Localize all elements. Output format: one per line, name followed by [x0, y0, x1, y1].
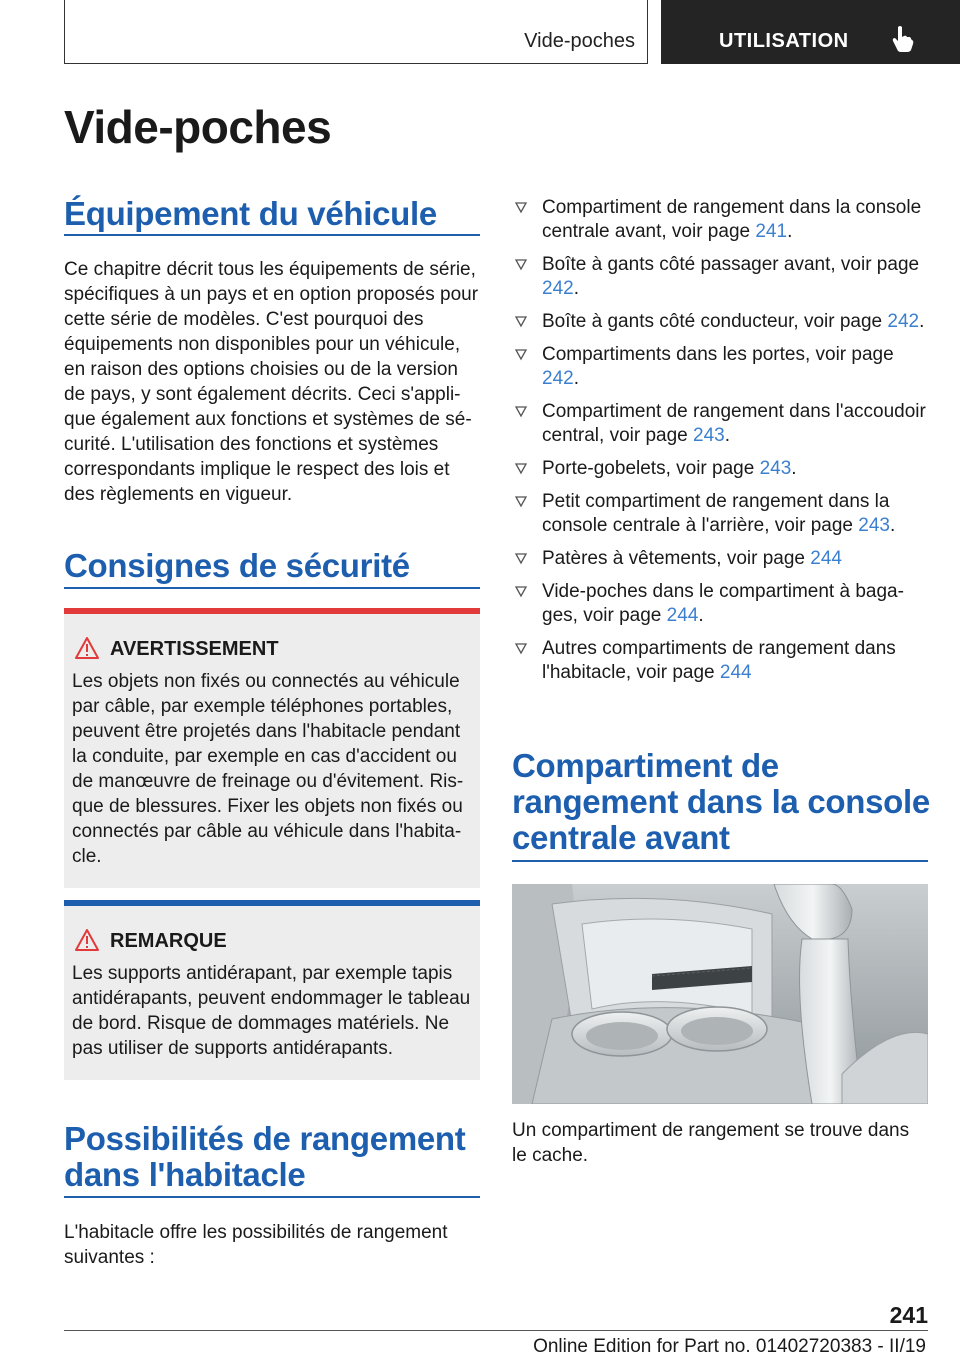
bullet-triangle-icon — [514, 314, 528, 328]
list-item: Autres compartiments de rangement dans l'habitacle, voir page 244 — [512, 637, 932, 685]
console-storage-illustration — [512, 884, 928, 1104]
header-section-title: Vide-poches — [524, 30, 635, 52]
warning-triangle-icon — [74, 928, 100, 952]
chapter-tab-label: UTILISATION — [719, 30, 849, 52]
bullet-triangle-icon — [514, 257, 528, 271]
list-item: Boîte à gants côté passager avant, voir page 242. — [512, 253, 932, 301]
page-link[interactable]: 244 — [810, 548, 842, 569]
safety-heading: Consignes de sécurité — [64, 547, 410, 584]
footer-edition-text: Online Edition for Part no. 01402720383 - II/19 — [533, 1336, 926, 1357]
list-item: Compartiments dans les portes, voir page 242. — [512, 343, 932, 391]
storage-paragraph: L'habitacle offre les possibilités de rangement suivantes : — [64, 1222, 448, 1268]
remark-text: Les supports antidérapant, par exemple tapis antidérapants, peuvent endommager le tableau de bord. Risque de dommages matériels. Ne pas utiliser de supports antidérapants. — [72, 963, 471, 1059]
center-console-image — [512, 884, 928, 1104]
warning-text: Les objets non fixés ou connectés au véhicule par câble, par exemple téléphones portables, peuvent être projetés dans l'habitacle pendant la conduite, par exemple en cas d'accident ou de manœuvre de freinage ou d'évitement. Risque de blessures. Fixer les objets non fixés ou connectés par câble au véhicule dans l'habitacle. — [72, 671, 464, 867]
page-link[interactable]: 243 — [693, 425, 725, 446]
page-link[interactable]: 242 — [887, 311, 920, 332]
equipment-heading: Équipement du véhicule — [64, 195, 437, 232]
bullet-triangle-icon — [514, 584, 528, 598]
list-item: Petit compartiment de rangement dans la console centrale à l'arrière, voir page 243. — [512, 490, 932, 538]
bullet-triangle-icon — [514, 494, 528, 508]
hand-pointer-icon — [891, 25, 915, 53]
bullet-triangle-icon — [514, 404, 528, 418]
page-title: Vide-poches — [64, 101, 332, 153]
list-item: Compartiment de rangement dans l'accoudoir central, voir page 243. — [512, 400, 932, 448]
equipment-paragraph: Ce chapitre décrit tous les équipements de série, spécifiques à un pays et en option proposés pour cette série de modèles. C'est pourquoi des équipements non disponibles pour un véhicule, en raison des options choisies ou de la version de pays, y sont également décrits. Ceci s'applique également aux fonctions et systèmes de sécurité. L'utilisation des fonctions et systèmes correspondants implique le respect des lois et des règlements en vigueur. — [64, 259, 479, 505]
bullet-triangle-icon — [514, 461, 528, 475]
page-link[interactable]: 244 — [666, 605, 699, 626]
page-link[interactable]: 241 — [755, 221, 788, 242]
header-chapter-tab[interactable] — [661, 0, 960, 64]
footer-rule — [64, 1330, 928, 1331]
warning-title: AVERTISSEMENT — [110, 638, 279, 660]
storage-heading-line1: Possibilités de rangement — [64, 1120, 466, 1157]
warning-color-bar — [64, 608, 480, 614]
page-number: 241 — [889, 1302, 928, 1328]
list-item: Compartiment de rangement dans la console centrale avant, voir page 241. — [512, 196, 932, 244]
equipment-heading-rule — [64, 234, 480, 236]
storage-heading-line2: dans l'habitacle — [64, 1156, 306, 1193]
warning-notice — [64, 608, 480, 888]
console-caption: Un compartiment de rangement se trouve dans le cache. — [512, 1120, 910, 1166]
list-item: Boîte à gants côté conducteur, voir page 242. — [512, 310, 932, 334]
storage-options-list — [512, 196, 932, 694]
page-link[interactable]: 243 — [858, 515, 890, 536]
console-heading — [512, 748, 930, 856]
safety-heading-rule — [64, 587, 480, 589]
bullet-triangle-icon — [514, 200, 528, 214]
remark-title: REMARQUE — [110, 930, 227, 952]
remark-notice — [64, 900, 480, 1080]
page-link[interactable]: 242 — [542, 278, 574, 299]
warning-triangle-icon — [74, 636, 100, 660]
storage-heading-rule — [64, 1196, 480, 1198]
remark-color-bar — [64, 900, 480, 906]
console-heading-line1: Compartiment de — [512, 747, 779, 784]
console-heading-line3: centrale avant — [512, 819, 730, 856]
list-item: Porte-gobelets, voir page 243. — [512, 457, 932, 481]
list-item: Vide-poches dans le compartiment à bagages, voir page 244. — [512, 580, 932, 628]
console-heading-line2: rangement dans la console — [512, 783, 930, 820]
bullet-triangle-icon — [514, 641, 528, 655]
bullet-triangle-icon — [514, 551, 528, 565]
page-link[interactable]: 244 — [719, 662, 752, 683]
storage-heading — [64, 1121, 465, 1193]
page-link[interactable]: 242 — [542, 368, 574, 389]
list-item: Patères à vêtements, voir page 244 — [512, 547, 932, 571]
console-heading-rule — [512, 860, 928, 862]
page-link[interactable]: 243 — [759, 458, 792, 479]
bullet-triangle-icon — [514, 347, 528, 361]
